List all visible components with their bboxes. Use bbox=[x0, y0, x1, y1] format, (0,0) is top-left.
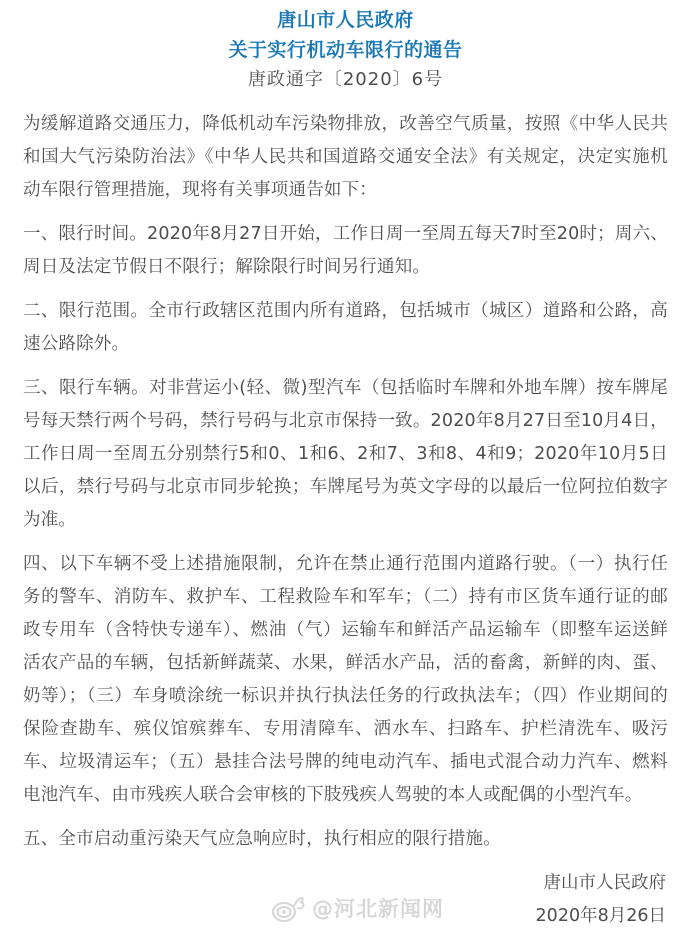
intro-paragraph: 为缓解道路交通压力，降低机动车污染物排放，改善空气质量，按照《中华人民共和国大气污染防治法》《中华人民共和国道路交通安全法》有关规定，决定实施机动车限行管理措施，现将有关事项通告如下： bbox=[23, 114, 668, 200]
item-restriction-time: 一、限行时间。2020年8月27日开始，工作日周一至周五每天7时至20时；周六、周日及法定节假日不限行；解除限行时间另行通知。 bbox=[23, 224, 668, 277]
document-header bbox=[23, 5, 668, 95]
document-title-issuer: 唐山市人民政府 bbox=[277, 9, 414, 31]
signature-date: 2020年8月26日 bbox=[535, 906, 666, 926]
document-body bbox=[23, 108, 668, 933]
item-restricted-vehicles: 三、限行车辆。对非营运小(轻、微)型汽车（包括临时车牌和外地车牌）按车牌尾号每天禁行两个号码，禁行号码与北京市保持一致。2020年8月27日至10月4日，工作日周一至周五分别禁行5和0、1和6、2和7、3和8、4和9；2020年10月5日以后，禁行号码与北京市同步轮换；车牌尾号为英文字母的以最后一位阿拉伯数字为准。 bbox=[23, 378, 668, 530]
signature-block bbox=[23, 867, 668, 933]
item-emergency-response: 五、全市启动重污染天气应急响应时，执行相应的限行措施。 bbox=[23, 829, 501, 849]
document-number: 唐政通字〔2020〕6号 bbox=[247, 69, 444, 90]
signature-issuer: 唐山市人民政府 bbox=[543, 873, 666, 893]
watermark-text: @河北新闻网 bbox=[312, 897, 444, 921]
item-exempt-vehicles: 四、以下车辆不受上述措施限制，允许在禁止通行范围内道路行驶。（一）执行任务的警车、消防车、救护车、工程救险车和军车；（二）持有市区货车通行证的邮政专用车（含特快专递车）、燃油（气）运输车和鲜活产品运输车（即整车运送鲜活农产品的车辆，包括新鲜蔬菜、水果，鲜活水产品，活的畜禽，新鲜的肉、蛋、奶等）；（三）车身喷涂统一标识并执行执法任务的行政执法车；（四）作业期间的保险查勘车、殡仪馆殡葬车、专用清障车、洒水车、扫路车、护栏清洗车、吸污车、垃圾清运车；（五）悬挂合法号牌的纯电动汽车、插电式混合动力汽车、燃料电池汽车、由市残疾人联合会审核的下肢残疾人驾驶的本人或配偶的小型汽车。 bbox=[23, 554, 668, 805]
document-title-subject: 关于实行机动车限行的通告 bbox=[228, 39, 463, 61]
item-restriction-area: 二、限行范围。全市行政辖区范围内所有道路，包括城市（城区）道路和公路，高速公路除外。 bbox=[23, 301, 668, 354]
